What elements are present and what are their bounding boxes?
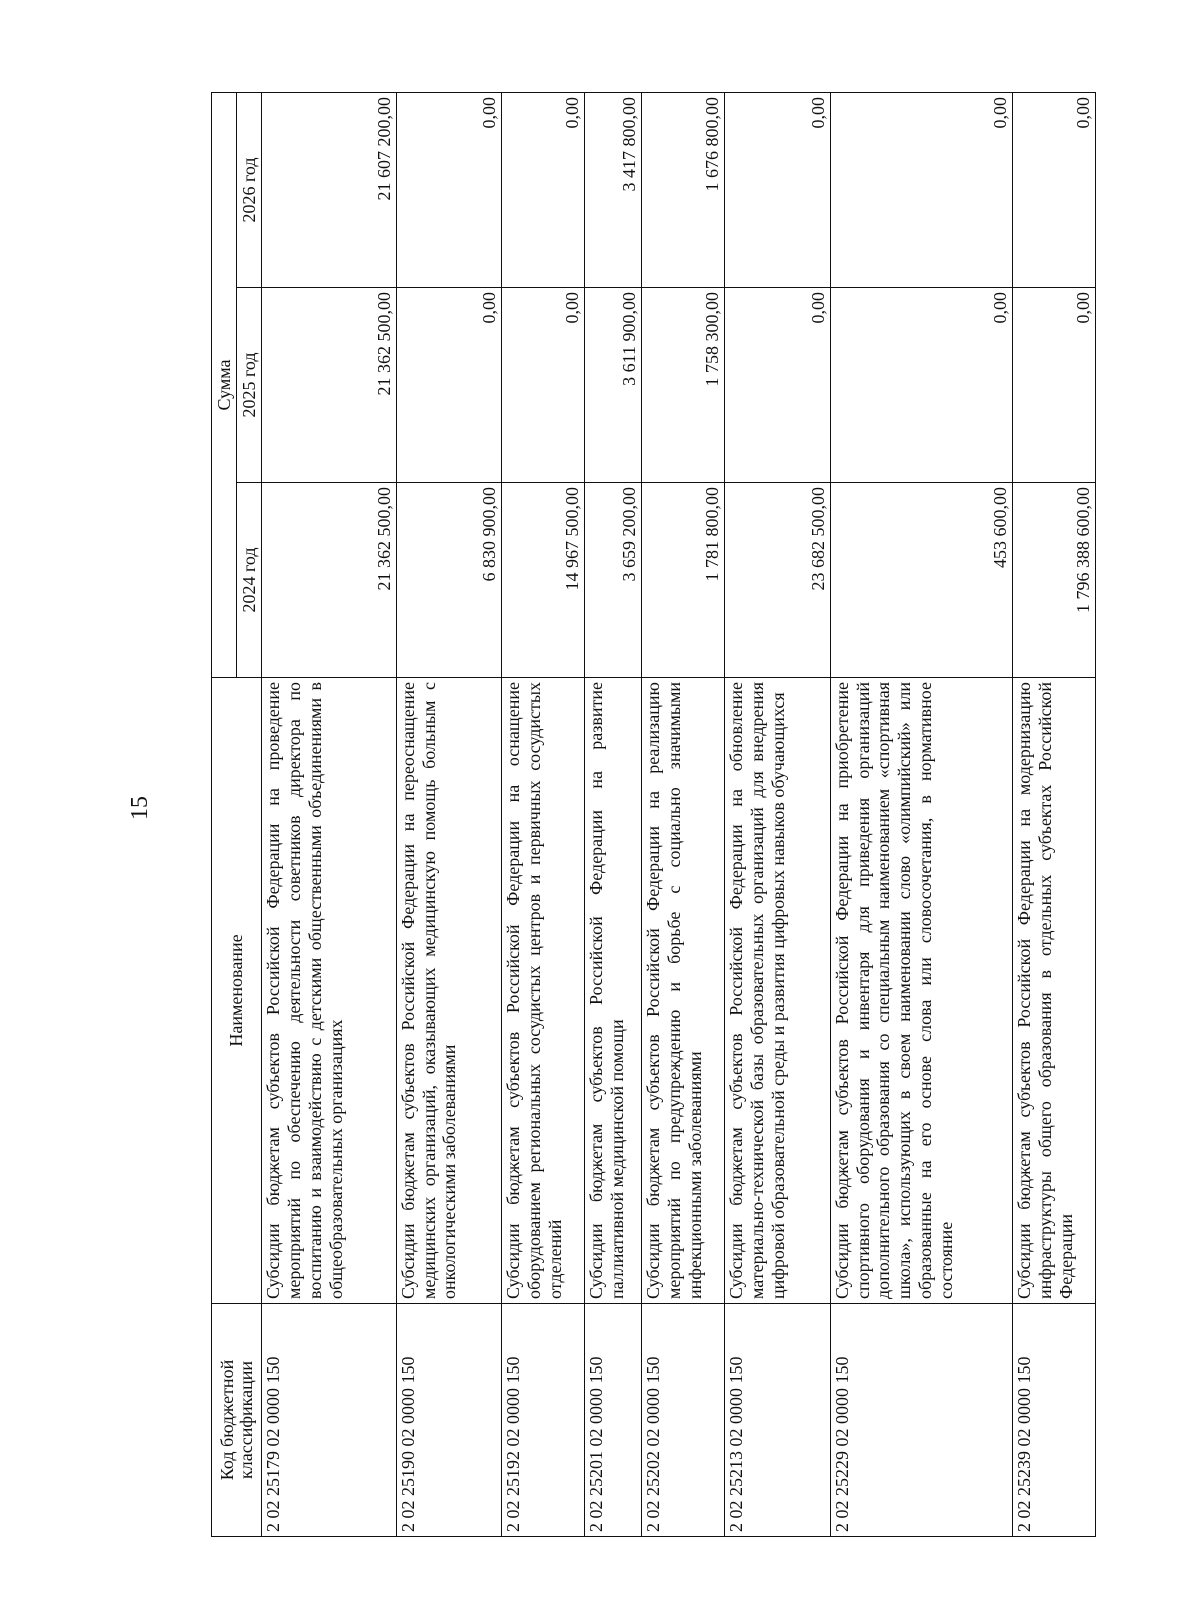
row-amount-2025: 0,00 bbox=[396, 288, 502, 483]
row-amount-2026: 0,00 bbox=[502, 92, 585, 287]
table-row bbox=[502, 92, 585, 1536]
header-sum: Сумма bbox=[212, 92, 237, 677]
row-amount-2024: 453 600,00 bbox=[830, 483, 1012, 678]
row-name: Субсидии бюджетам субъектов Российской Федерации на реализацию мероприятий по предупреждению и борьбе с социально значимыми инфекционными заболеваниями bbox=[642, 678, 725, 1304]
row-amount-2026: 1 676 800,00 bbox=[642, 92, 725, 287]
row-code: 2 02 25202 02 0000 150 bbox=[642, 1304, 725, 1537]
row-code: 2 02 25229 02 0000 150 bbox=[830, 1304, 1012, 1537]
row-amount-2026: 21 607 200,00 bbox=[262, 92, 397, 287]
page-number: 15 bbox=[127, 796, 153, 820]
row-amount-2025: 3 611 900,00 bbox=[585, 288, 642, 483]
row-name: Субсидии бюджетам субъектов Российской Федерации на оснащение оборудованием региональных сосудистых центров и первичных сосудистых отделений bbox=[502, 678, 585, 1304]
header-year-2024: 2024 год bbox=[237, 483, 262, 678]
row-amount-2026: 3 417 800,00 bbox=[585, 92, 642, 287]
table-row bbox=[642, 92, 725, 1536]
row-name: Субсидии бюджетам субъектов Российской Федерации на переоснащение медицинских организаций, оказывающих медицинскую помощь больным с онкологическими заболеваниями bbox=[396, 678, 502, 1304]
row-amount-2026: 0,00 bbox=[1013, 92, 1096, 287]
row-name: Субсидии бюджетам субъектов Российской Федерации на проведение мероприятий по обеспечению деятельности советников директора по воспитанию и взаимодействию с детскими общественными объединениями в общеобразовательных организациях bbox=[262, 678, 397, 1304]
table-row bbox=[1013, 92, 1096, 1536]
row-code: 2 02 25190 02 0000 150 bbox=[396, 1304, 502, 1537]
budget-table-container bbox=[211, 93, 1096, 1537]
row-amount-2025: 0,00 bbox=[1013, 288, 1096, 483]
row-amount-2024: 1 796 388 600,00 bbox=[1013, 483, 1096, 678]
table-row bbox=[725, 92, 831, 1536]
budget-table bbox=[211, 92, 1096, 1537]
row-name: Субсидии бюджетам субъектов Российской Федерации на модернизацию инфраструктуры общего образования в отдельных субъектах Российской Федерации bbox=[1013, 678, 1096, 1304]
header-year-2025: 2025 год bbox=[237, 288, 262, 483]
header-name: Наименование bbox=[212, 678, 262, 1304]
row-name: Субсидии бюджетам субъектов Российской Федерации на приобретение спортивного оборудования и инвентаря для приведения организаций дополнительного образования со специальным наименованием «спортивная школа», использующих в своем наименовании слово «олимпийский» или образованные на его основе слова или словосочетания, в нормативное состояние bbox=[830, 678, 1012, 1304]
header-code: Код бюджетной классификации bbox=[212, 1304, 262, 1537]
table-row bbox=[830, 92, 1012, 1536]
row-code: 2 02 25239 02 0000 150 bbox=[1013, 1304, 1096, 1537]
row-code: 2 02 25201 02 0000 150 bbox=[585, 1304, 642, 1537]
budget-table-rotated bbox=[211, 93, 1096, 1537]
header-year-2026: 2026 год bbox=[237, 92, 262, 287]
row-amount-2026: 0,00 bbox=[830, 92, 1012, 287]
row-amount-2025: 0,00 bbox=[830, 288, 1012, 483]
row-code: 2 02 25213 02 0000 150 bbox=[725, 1304, 831, 1537]
table-row bbox=[585, 92, 642, 1536]
row-name: Субсидии бюджетам субъектов Российской Федерации на развитие паллиативной медицинской помощи bbox=[585, 678, 642, 1304]
row-amount-2025: 0,00 bbox=[502, 288, 585, 483]
row-amount-2025: 0,00 bbox=[725, 288, 831, 483]
row-code: 2 02 25192 02 0000 150 bbox=[502, 1304, 585, 1537]
row-code: 2 02 25179 02 0000 150 bbox=[262, 1304, 397, 1537]
row-amount-2024: 21 362 500,00 bbox=[262, 483, 397, 678]
row-amount-2024: 6 830 900,00 bbox=[396, 483, 502, 678]
row-amount-2025: 21 362 500,00 bbox=[262, 288, 397, 483]
row-name: Субсидии бюджетам субъектов Российской Федерации на обновление материально-технической базы образовательных организаций для внедрения цифровой образовательной среды и развития цифровых навыков обучающихся bbox=[725, 678, 831, 1304]
row-amount-2024: 3 659 200,00 bbox=[585, 483, 642, 678]
row-amount-2025: 1 758 300,00 bbox=[642, 288, 725, 483]
table-row bbox=[262, 92, 397, 1536]
row-amount-2024: 14 967 500,00 bbox=[502, 483, 585, 678]
row-amount-2024: 1 781 800,00 bbox=[642, 483, 725, 678]
row-amount-2026: 0,00 bbox=[725, 92, 831, 287]
table-row bbox=[396, 92, 502, 1536]
row-amount-2026: 0,00 bbox=[396, 92, 502, 287]
row-amount-2024: 23 682 500,00 bbox=[725, 483, 831, 678]
